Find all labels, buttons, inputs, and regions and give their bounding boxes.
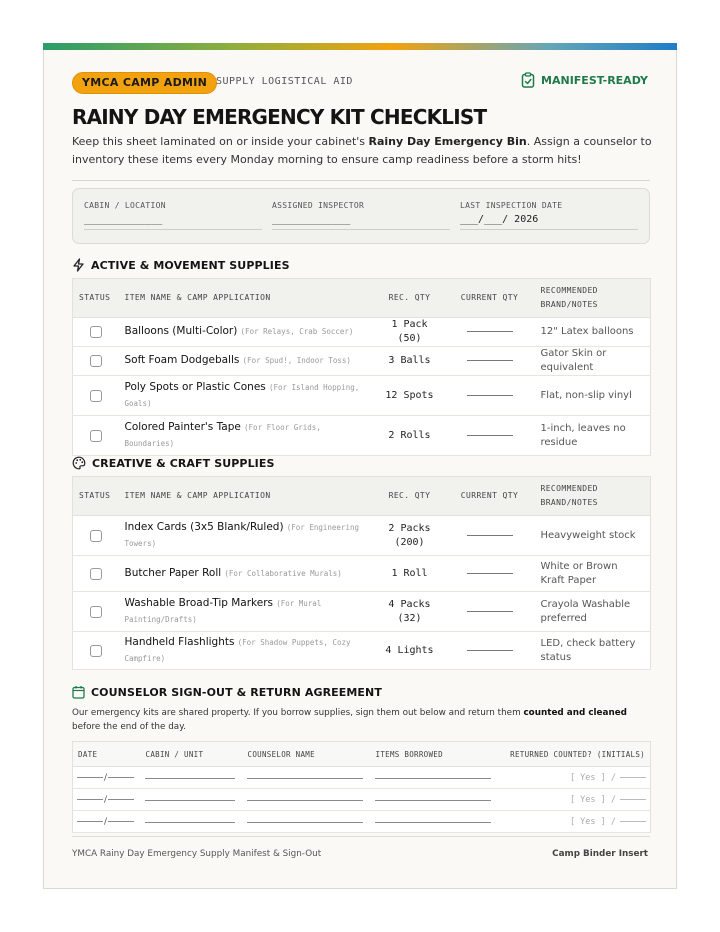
current-qty-blank[interactable] — [467, 650, 513, 651]
rec-qty: 4 Packs (32) — [375, 592, 445, 632]
table-header-row — [73, 477, 651, 516]
item-name: Poly Spots or Plastic Cones — [124, 381, 266, 393]
col-current-qty: CURRENT QTY — [445, 279, 535, 318]
current-qty-blank[interactable] — [467, 331, 513, 332]
current-qty-blank[interactable] — [467, 395, 513, 396]
rec-qty: 3 Balls — [375, 347, 445, 376]
item-use: (For Floor Grids, Boundaries) — [124, 423, 321, 448]
subtitle-tag: SUPPLY LOGISTICAL AID — [216, 76, 353, 87]
field-underline — [84, 229, 262, 230]
table-row — [73, 556, 651, 592]
item-name: Butcher Paper Roll — [124, 566, 222, 579]
inspection-info-box — [72, 188, 650, 244]
signout-table — [72, 741, 651, 833]
returned-yes[interactable]: [ Yes ] / — [569, 794, 616, 805]
items-blank[interactable] — [375, 800, 491, 801]
table-header-row — [73, 742, 651, 767]
item-use: (For Collaborative Murals) — [224, 568, 342, 578]
col-current-qty: CURRENT QTY — [445, 477, 535, 516]
table-header-row — [73, 279, 651, 318]
date-label: LAST INSPECTION DATE — [460, 201, 563, 210]
footer-right: Camp Binder Insert — [552, 849, 648, 859]
clipboard-check-icon — [521, 72, 535, 88]
table-row — [73, 592, 651, 632]
inspector-label: ASSIGNED INSPECTOR — [272, 201, 365, 210]
date-blank[interactable]: / — [77, 773, 137, 783]
item-use: (For Spud!, Indoor Toss) — [242, 356, 351, 365]
item-use: (For Shadow Puppets, Cozy Campfire) — [124, 638, 351, 663]
item-use: (For Engineering Towers) — [124, 523, 360, 548]
checklist-sheet — [43, 43, 677, 889]
rec-qty: 4 Lights — [375, 632, 445, 670]
item-note: Crayola Washable preferred — [535, 592, 651, 632]
initials-blank[interactable] — [620, 799, 646, 800]
status-checkbox[interactable] — [90, 530, 102, 542]
inspector-value[interactable]: _____________ — [272, 214, 351, 225]
current-qty-blank[interactable] — [467, 435, 513, 436]
gradient-top-bar — [43, 43, 677, 50]
active-section-title: ACTIVE & MOVEMENT SUPPLIES — [91, 258, 290, 272]
item-name: Index Cards (3x5 Blank/Ruled) — [124, 521, 284, 533]
items-blank[interactable] — [375, 822, 491, 823]
col-cabin: CABIN / UNIT — [141, 742, 243, 767]
status-checkbox[interactable] — [90, 430, 102, 442]
item-name: Balloons (Multi-Color) — [124, 325, 238, 337]
rec-qty: 2 Rolls — [375, 416, 445, 456]
craft-supplies-table — [72, 476, 651, 670]
rec-qty: 1 Pack (50) — [375, 318, 445, 347]
col-status: STATUS — [73, 279, 119, 318]
rec-qty: 12 Spots — [375, 376, 445, 416]
initials-blank[interactable] — [620, 821, 646, 822]
status-checkbox[interactable] — [90, 645, 102, 657]
active-supplies-table — [72, 278, 651, 456]
col-date: DATE — [73, 742, 141, 767]
item-use: (For Relays, Crab Soccer) — [240, 327, 354, 336]
item-name: Washable Broad-Tip Markers — [124, 597, 273, 609]
col-rec-qty: REC. QTY — [375, 279, 445, 318]
col-counselor: COUNSELOR NAME — [243, 742, 371, 767]
item-note: Gator Skin or equivalent — [535, 347, 651, 376]
rec-qty: 2 Packs (200) — [375, 516, 445, 556]
counselor-blank[interactable] — [247, 778, 363, 779]
cabin-blank[interactable] — [145, 778, 235, 779]
table-row — [73, 347, 651, 376]
counselor-blank[interactable] — [247, 822, 363, 823]
intro-bold: Rainy Day Emergency Bin — [368, 135, 527, 148]
signout-row — [73, 789, 651, 811]
col-notes: RECOMMENDED BRAND/NOTES — [535, 477, 651, 516]
craft-section-title: CREATIVE & CRAFT SUPPLIES — [92, 456, 275, 470]
manifest-status — [521, 72, 648, 88]
table-row — [73, 376, 651, 416]
agreement-bold: counted and cleaned — [523, 708, 627, 718]
calendar-icon — [72, 685, 85, 699]
current-qty-blank[interactable] — [467, 573, 513, 574]
item-name: Handheld Flashlights — [124, 636, 235, 648]
cabin-value[interactable]: _____________ — [84, 214, 163, 225]
counselor-blank[interactable] — [247, 800, 363, 801]
status-checkbox[interactable] — [90, 355, 102, 367]
manifest-status-label: MANIFEST-READY — [541, 73, 648, 87]
signout-row — [73, 767, 651, 789]
table-row — [73, 318, 651, 347]
current-qty-blank[interactable] — [467, 360, 513, 361]
cabin-blank[interactable] — [145, 800, 235, 801]
item-note: Heavyweight stock — [535, 516, 651, 556]
item-name: Colored Painter's Tape — [124, 421, 241, 433]
col-notes: RECOMMENDED BRAND/NOTES — [535, 279, 651, 318]
inspector-field[interactable] — [272, 201, 450, 230]
col-status: STATUS — [73, 477, 119, 516]
current-qty-blank[interactable] — [467, 535, 513, 536]
item-use: (For Mural Painting/Drafts) — [124, 599, 322, 624]
items-blank[interactable] — [375, 778, 491, 779]
date-blank[interactable]: / — [77, 817, 137, 827]
footer-left: YMCA Rainy Day Emergency Supply Manifest & Sign-Out — [72, 849, 322, 859]
page-title: RAINY DAY EMERGENCY KIT CHECKLIST — [72, 105, 487, 129]
returned-yes[interactable]: [ Yes ] / — [569, 772, 616, 783]
signout-section-heading — [72, 685, 382, 699]
col-item: ITEM NAME & CAMP APPLICATION — [119, 477, 375, 516]
field-underline — [460, 229, 638, 230]
agreement-part1: Our emergency kits are shared property. If you borrow supplies, sign them out below and return them — [72, 708, 524, 718]
intro-text — [72, 133, 652, 169]
table-row — [73, 516, 651, 556]
intro-part1: Keep this sheet laminated on or inside your cabinet's — [72, 135, 369, 148]
org-badge: YMCA CAMP ADMIN — [72, 72, 217, 94]
item-name: Soft Foam Dodgeballs — [124, 354, 240, 366]
cabin-field[interactable] — [84, 201, 262, 230]
col-item: ITEM NAME & CAMP APPLICATION — [119, 279, 375, 318]
signout-section-title: COUNSELOR SIGN-OUT & RETURN AGREEMENT — [91, 685, 382, 699]
item-note: 12" Latex balloons — [535, 318, 651, 347]
status-checkbox[interactable] — [90, 568, 102, 580]
agreement-part2: before the end of the day. — [72, 722, 186, 732]
status-checkbox[interactable] — [90, 390, 102, 402]
status-checkbox[interactable] — [90, 326, 102, 338]
signout-row — [73, 811, 651, 833]
returned-yes[interactable]: [ Yes ] / — [569, 816, 616, 827]
field-underline — [272, 229, 450, 230]
item-note: LED, check battery status — [535, 632, 651, 670]
craft-section-heading — [72, 456, 275, 470]
table-row — [73, 632, 651, 670]
divider — [72, 180, 650, 181]
col-returned: RETURNED COUNTED? (INITIALS) — [501, 742, 651, 767]
active-section-heading — [72, 258, 290, 272]
item-note: 1-inch, leaves no residue — [535, 416, 651, 456]
rec-qty: 1 Roll — [375, 556, 445, 592]
item-note: Flat, non-slip vinyl — [535, 376, 651, 416]
table-row — [73, 416, 651, 456]
date-blank[interactable]: / — [77, 795, 137, 805]
initials-blank[interactable] — [620, 777, 646, 778]
status-checkbox[interactable] — [90, 606, 102, 618]
date-value[interactable]: ___/___/ 2026 — [460, 214, 539, 225]
item-note: White or Brown Kraft Paper — [535, 556, 651, 592]
lightning-bolt-icon — [72, 258, 85, 272]
col-rec-qty: REC. QTY — [375, 477, 445, 516]
item-use: (For Island Hopping, Goals) — [124, 383, 360, 408]
cabin-label: CABIN / LOCATION — [84, 201, 166, 210]
intro-part2: . Assign a counselor to inventory these items every Monday morning to ensure camp readiness before a storm hits! — [72, 135, 652, 166]
current-qty-blank[interactable] — [467, 611, 513, 612]
inspection-date-field[interactable] — [460, 201, 638, 230]
agreement-text — [72, 706, 642, 734]
palette-icon — [72, 456, 86, 470]
footer-divider — [72, 836, 650, 837]
cabin-blank[interactable] — [145, 822, 235, 823]
col-items: ITEMS BORROWED — [371, 742, 501, 767]
